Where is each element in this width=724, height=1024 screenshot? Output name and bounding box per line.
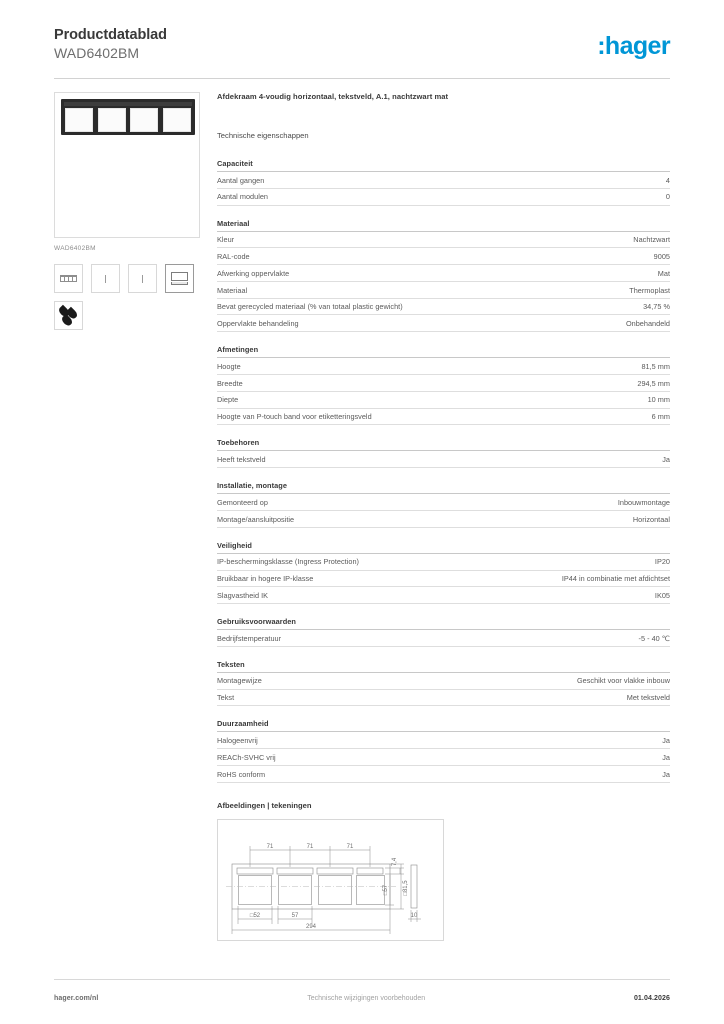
spec-value: Inbouwmontage bbox=[617, 497, 670, 507]
screen-icon bbox=[171, 272, 188, 286]
spec-group bbox=[217, 438, 670, 468]
footer-date: 01.04.2026 bbox=[633, 995, 670, 1002]
spec-value: Met tekstveld bbox=[626, 693, 670, 703]
spec-group bbox=[217, 159, 670, 206]
product-image bbox=[54, 92, 200, 238]
spec-row bbox=[217, 673, 670, 690]
vertical-bar-icon bbox=[105, 275, 106, 283]
dim-cutout-width: □52 bbox=[249, 912, 261, 919]
dim-inner-width: 57 bbox=[291, 912, 299, 919]
spec-label: Aantal gangen bbox=[217, 175, 265, 185]
frame-gang-cell bbox=[65, 108, 93, 132]
spec-row bbox=[217, 511, 670, 528]
spec-label: Gemonteerd op bbox=[217, 497, 268, 507]
spec-label: Hoogte bbox=[217, 361, 241, 371]
spec-group bbox=[217, 719, 670, 782]
dim-label-strip-height: 7,4 bbox=[392, 857, 398, 866]
spec-group bbox=[217, 345, 670, 425]
spec-value: 81,5 mm bbox=[641, 361, 670, 371]
frame-gang-cell bbox=[98, 108, 126, 132]
page-header bbox=[54, 26, 670, 80]
product-frame-illustration bbox=[61, 99, 195, 135]
drawings-title: Afbeeldingen | tekeningen bbox=[217, 800, 312, 810]
spec-label: IP-beschermingsklasse (Ingress Protection) bbox=[217, 557, 359, 567]
spec-row bbox=[217, 587, 670, 604]
spec-label: Materiaal bbox=[217, 285, 248, 295]
spec-value: 4 bbox=[665, 175, 670, 185]
spec-label: Afwerking oppervlakte bbox=[217, 268, 290, 278]
spec-value: Ja bbox=[662, 454, 670, 464]
spec-group bbox=[217, 541, 670, 604]
spec-value: Ja bbox=[662, 736, 670, 745]
frame-front-view-thumbnail[interactable] bbox=[54, 264, 83, 293]
spec-row bbox=[217, 172, 670, 189]
spec-label: Oppervlakte behandeling bbox=[217, 319, 299, 329]
product-image-caption: WAD6402BM bbox=[54, 245, 96, 252]
thumbnail-gallery bbox=[54, 264, 204, 330]
spec-label: Aantal modulen bbox=[217, 192, 268, 202]
spec-value: Thermoplast bbox=[629, 285, 670, 295]
spec-group-title: Veiligheid bbox=[217, 541, 670, 554]
spec-value: IP44 in combinatie met afdichtset bbox=[561, 574, 670, 584]
footer-divider bbox=[54, 979, 670, 980]
spec-value: -5 - 40 ℃ bbox=[638, 633, 670, 643]
spec-value: IK05 bbox=[654, 590, 670, 600]
spec-value: Onbehandeld bbox=[625, 319, 670, 329]
spec-value: IP20 bbox=[654, 557, 670, 567]
spec-group-title: Capaciteit bbox=[217, 159, 670, 172]
frame-gang-cell bbox=[163, 108, 191, 132]
spec-value: 294,5 mm bbox=[637, 378, 670, 388]
spec-label: Tekst bbox=[217, 693, 235, 703]
spec-value: Ja bbox=[662, 752, 670, 762]
spec-label: Diepte bbox=[217, 395, 239, 405]
spec-group-title: Teksten bbox=[217, 660, 670, 673]
spec-row bbox=[217, 732, 670, 749]
spec-group-title: Toebehoren bbox=[217, 438, 670, 451]
spec-row bbox=[217, 494, 670, 511]
spec-group bbox=[217, 617, 670, 647]
technical-drawing bbox=[217, 819, 444, 941]
spec-value: Mat bbox=[657, 268, 670, 278]
spec-group-title: Materiaal bbox=[217, 219, 670, 232]
spec-row bbox=[217, 265, 670, 282]
frame-side-view-thumbnail[interactable] bbox=[91, 264, 120, 293]
dim-cutout-height: □57 bbox=[383, 884, 389, 895]
frame-edge-view-thumbnail[interactable] bbox=[128, 264, 157, 293]
footer-disclaimer: Technische wijzigingen voorbehouden bbox=[307, 995, 426, 1002]
footer-website-link[interactable]: hager.com/nl bbox=[54, 995, 99, 1002]
spec-label: Bedrijfstemperatuur bbox=[217, 633, 282, 643]
spec-value: Nachtzwart bbox=[633, 235, 670, 245]
spec-label: Breedte bbox=[217, 378, 243, 388]
spec-row bbox=[217, 392, 670, 409]
spec-label: Bruikbaar in hogere IP-klasse bbox=[217, 574, 314, 584]
spec-label: Montage/aansluitpositie bbox=[217, 514, 295, 524]
spec-value: 6 mm bbox=[651, 412, 670, 422]
vertical-bar-icon bbox=[142, 275, 143, 283]
spec-group-title: Duurzaamheid bbox=[217, 719, 670, 732]
spec-label: Hoogte van P-touch band voor etiketteringsveld bbox=[217, 412, 372, 422]
spec-label: Bevat gerecycled materiaal (% van totaal plastic gewicht) bbox=[217, 302, 403, 312]
spec-row bbox=[217, 189, 670, 206]
spec-row bbox=[217, 766, 670, 783]
specifications-column bbox=[217, 92, 670, 941]
dim-pitch-1: 71 bbox=[266, 843, 274, 850]
spec-label: RoHS conform bbox=[217, 769, 266, 779]
spec-row bbox=[217, 749, 670, 766]
spec-label: Halogeenvrij bbox=[217, 736, 258, 745]
frame-perspective-thumbnail[interactable] bbox=[165, 264, 194, 293]
spec-label: Kleur bbox=[217, 235, 235, 245]
water-drops-icon bbox=[59, 306, 79, 326]
spec-value: Ja bbox=[662, 769, 670, 779]
spec-label: Heeft tekstveld bbox=[217, 454, 266, 464]
spec-row bbox=[217, 232, 670, 249]
header-divider bbox=[54, 78, 670, 79]
spec-row bbox=[217, 299, 670, 316]
spec-group bbox=[217, 481, 670, 528]
dim-total-height: □81,5 bbox=[403, 880, 409, 896]
spec-row bbox=[217, 248, 670, 265]
product-description: Afdekraam 4-voudig horizontaal, tekstveld, A.1, nachtzwart mat bbox=[217, 92, 449, 101]
spec-value: 34,75 % bbox=[643, 302, 670, 312]
spec-row bbox=[217, 571, 670, 588]
technical-properties-heading: Technische eigenschappen bbox=[217, 131, 309, 140]
spec-value: Geschikt voor vlakke inbouw bbox=[576, 676, 670, 686]
spec-label: Montagewijze bbox=[217, 676, 262, 686]
spec-row bbox=[217, 409, 670, 426]
page-title: Productdatablad bbox=[54, 27, 167, 43]
spec-label: REACh-SVHC vrij bbox=[217, 752, 276, 762]
water-resistance-thumbnail[interactable] bbox=[54, 301, 83, 330]
frame-gang-cell bbox=[130, 108, 158, 132]
spec-value: 0 bbox=[665, 192, 670, 202]
spec-value: Horizontaal bbox=[632, 514, 670, 524]
hager-logo: :hager bbox=[597, 32, 670, 60]
page-subtitle-product-code: WAD6402BM bbox=[54, 45, 140, 62]
spec-group-title: Afmetingen bbox=[217, 345, 670, 358]
spec-row bbox=[217, 315, 670, 332]
specification-groups bbox=[217, 159, 670, 783]
spec-label: Slagvastheid IK bbox=[217, 590, 269, 600]
spec-value: 10 mm bbox=[647, 395, 670, 405]
spec-row bbox=[217, 358, 670, 375]
product-media-column bbox=[54, 92, 200, 330]
frame-4gang-icon bbox=[60, 275, 77, 282]
spec-row bbox=[217, 282, 670, 299]
dim-pitch-3: 71 bbox=[346, 843, 354, 850]
spec-row bbox=[217, 554, 670, 571]
spec-row bbox=[217, 375, 670, 392]
dim-pitch-2: 71 bbox=[306, 843, 314, 850]
spec-label: RAL-code bbox=[217, 251, 250, 261]
spec-group-title: Installatie, montage bbox=[217, 481, 670, 494]
spec-value: 9005 bbox=[653, 251, 670, 261]
spec-row bbox=[217, 451, 670, 468]
dim-total-width: 294 bbox=[305, 923, 317, 930]
page-footer bbox=[54, 995, 670, 1002]
spec-group-title: Gebruiksvoorwaarden bbox=[217, 617, 670, 630]
spec-group bbox=[217, 219, 670, 333]
spec-row bbox=[217, 690, 670, 707]
spec-row bbox=[217, 630, 670, 647]
drawings-section bbox=[217, 801, 670, 941]
dim-depth: 10 bbox=[410, 912, 418, 919]
spec-group bbox=[217, 660, 670, 707]
